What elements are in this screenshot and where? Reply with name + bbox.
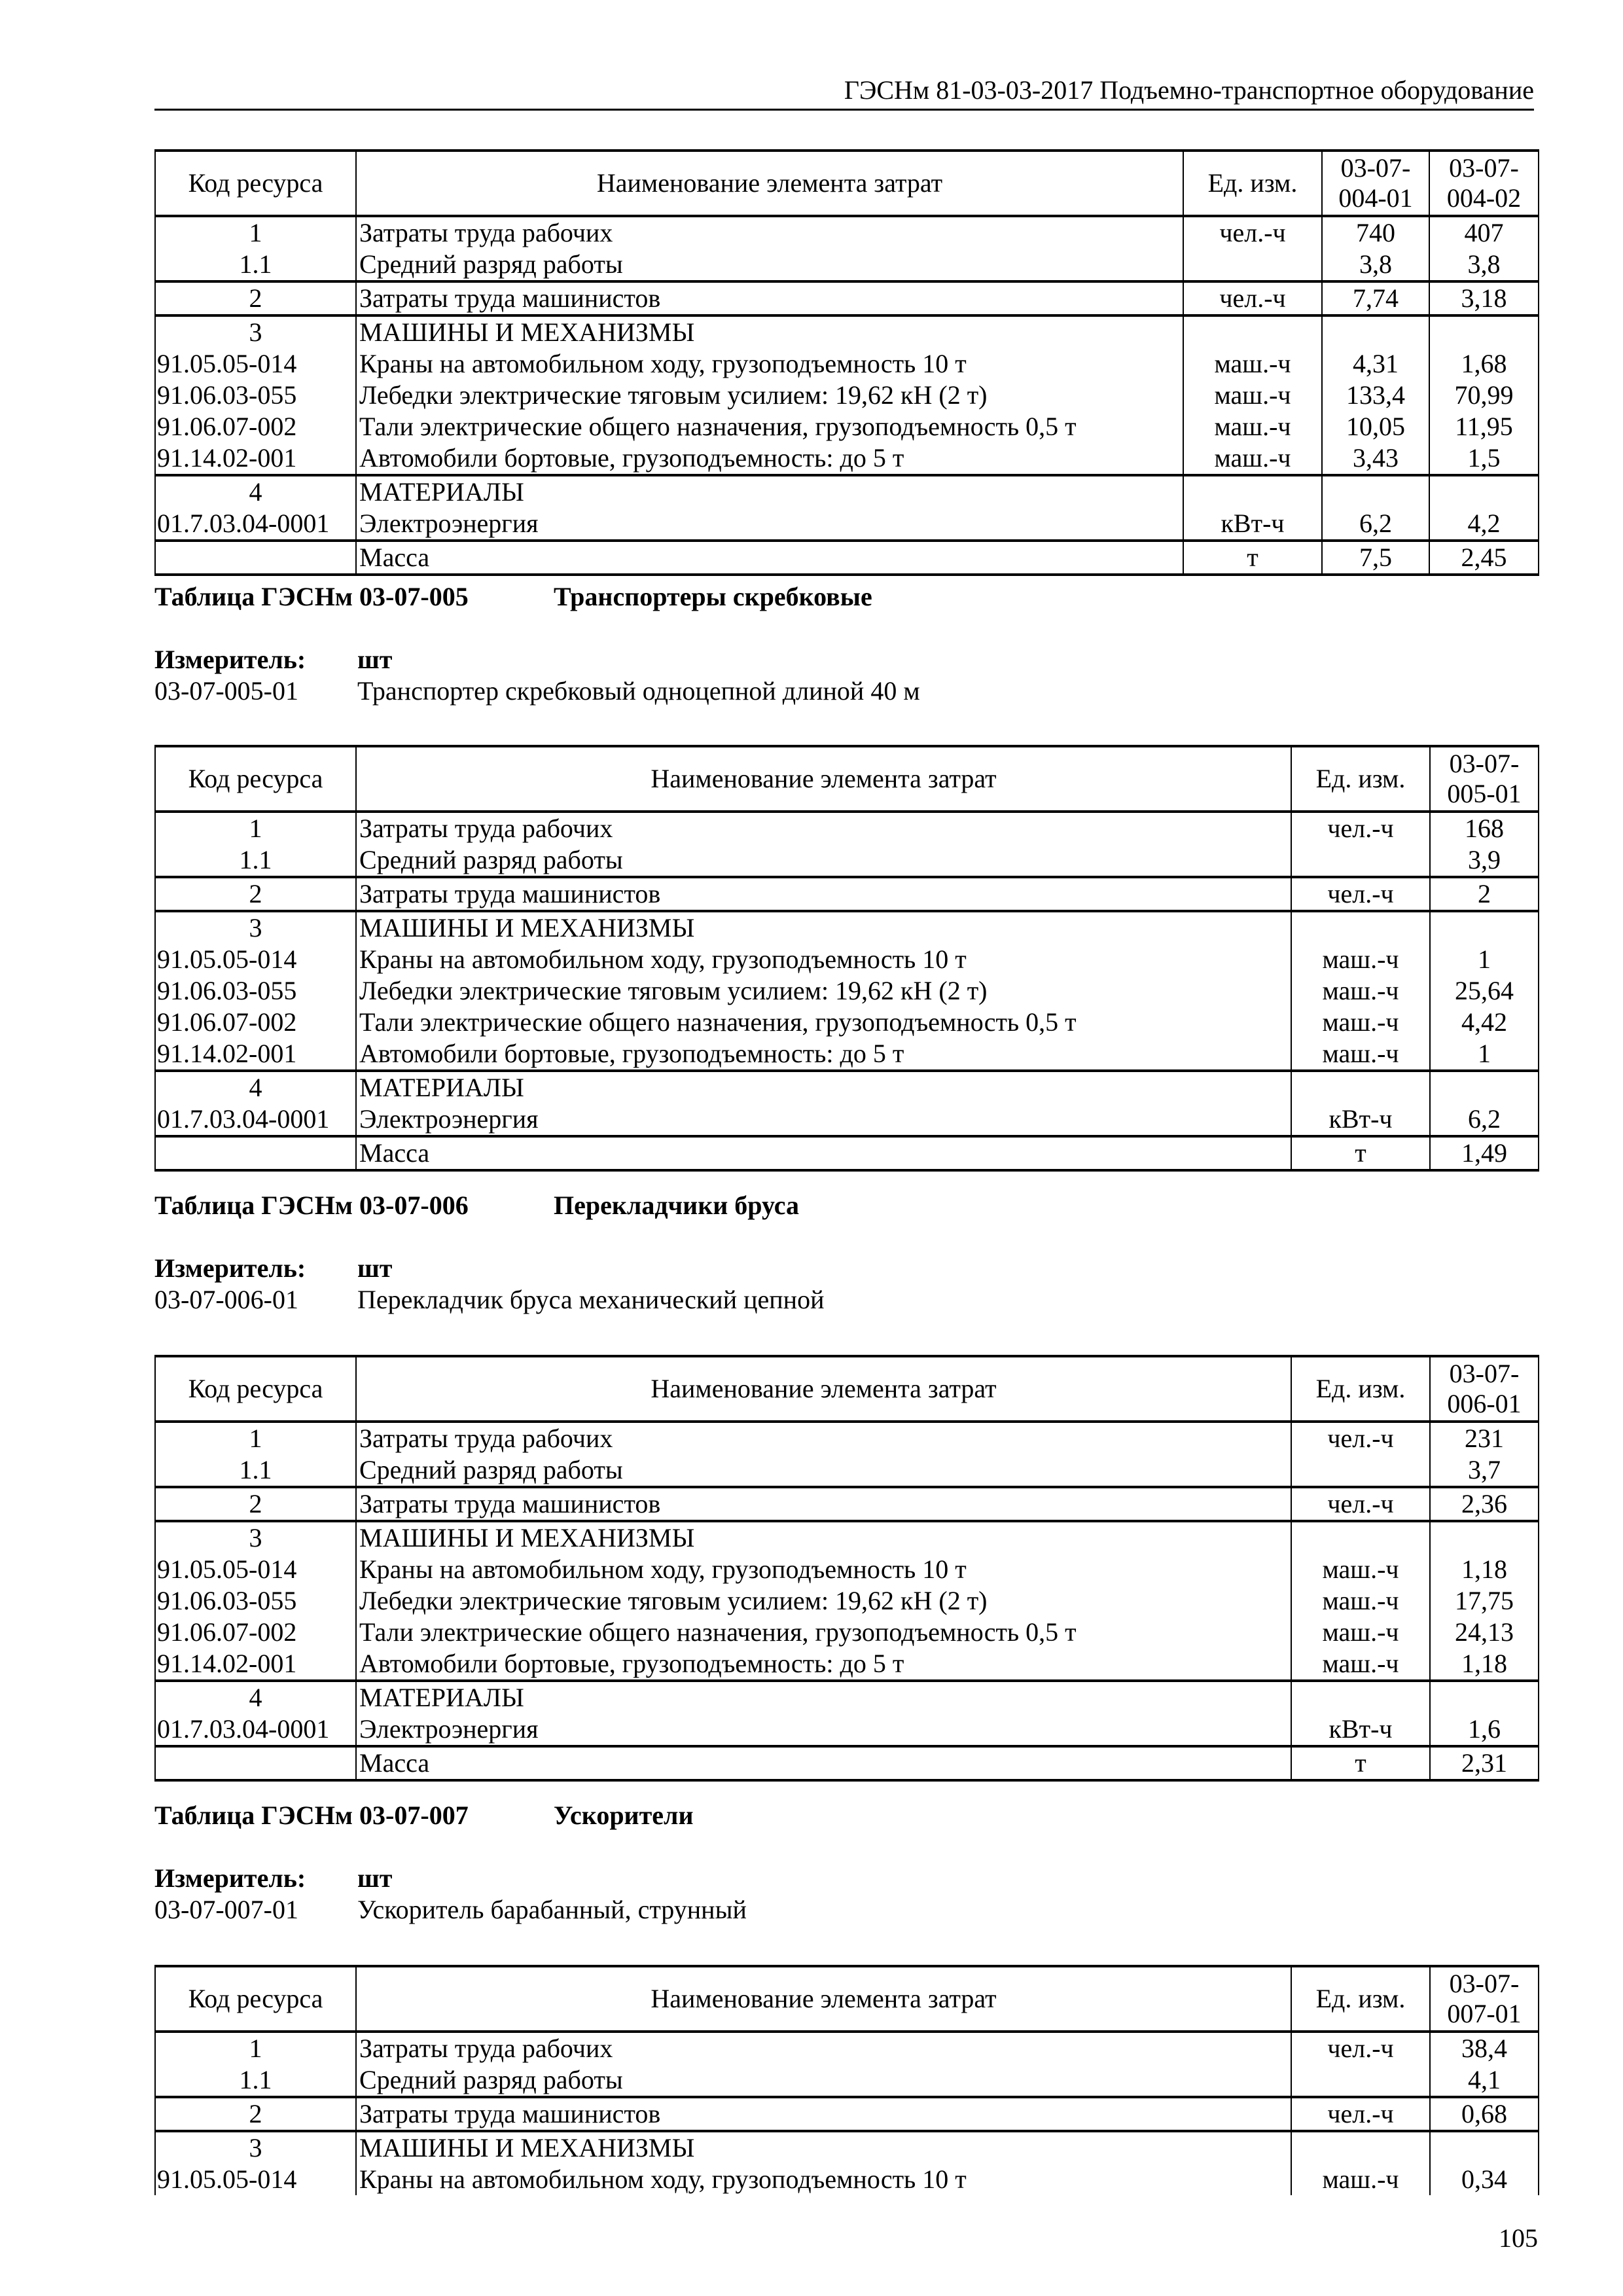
table-row xyxy=(155,1713,1539,1746)
resource-unit: т xyxy=(1291,1746,1430,1780)
table-row xyxy=(155,844,1539,877)
resource-name: МАТЕРИАЛЫ xyxy=(356,1681,1291,1713)
resource-code: 1.1 xyxy=(155,2064,356,2097)
norm-code-line: 005-01 xyxy=(1447,779,1522,808)
table-row xyxy=(155,975,1539,1007)
resource-value: 2,45 xyxy=(1429,541,1539,575)
resource-name: Электроэнергия xyxy=(356,1713,1291,1746)
norm-code-line: 006-01 xyxy=(1447,1389,1522,1418)
column-header-name: Наименование элемента затрат xyxy=(356,151,1183,216)
resource-unit: кВт-ч xyxy=(1183,508,1322,541)
resource-unit: кВт-ч xyxy=(1291,1103,1430,1136)
resource-name: Масса xyxy=(356,541,1183,575)
resource-value xyxy=(1430,1071,1539,1103)
resource-code: 1 xyxy=(155,1422,356,1454)
resource-value: 2,31 xyxy=(1430,1746,1539,1780)
table-row xyxy=(155,1454,1539,1487)
resource-unit: маш.-ч xyxy=(1291,2164,1430,2195)
resource-code: 01.7.03.04-0001 xyxy=(155,1103,356,1136)
resource-unit xyxy=(1183,475,1322,508)
resource-value xyxy=(1429,315,1539,348)
resource-unit: маш.-ч xyxy=(1291,1585,1430,1617)
resource-name: Автомобили бортовые, грузоподъемность: до 5 т xyxy=(356,1648,1291,1681)
resource-value: 11,95 xyxy=(1429,411,1539,442)
resource-group xyxy=(155,2097,1539,2131)
resource-table xyxy=(154,745,1539,1172)
table-row xyxy=(155,1554,1539,1585)
norm-code-line: 004-01 xyxy=(1338,183,1413,213)
resource-unit xyxy=(1291,1521,1430,1554)
resource-code: 4 xyxy=(155,1681,356,1713)
item-line xyxy=(154,1894,747,1926)
resource-value: 70,99 xyxy=(1429,380,1539,411)
table-row xyxy=(155,812,1539,844)
table-row xyxy=(155,281,1539,315)
resource-name: МАТЕРИАЛЫ xyxy=(356,475,1183,508)
resource-value: 0,34 xyxy=(1430,2164,1539,2195)
resource-name: Краны на автомобильном ходу, грузоподъемность 10 т xyxy=(356,348,1183,380)
resource-value xyxy=(1430,911,1539,944)
item-code: 03-07-005-01 xyxy=(154,676,298,706)
resource-unit: чел.-ч xyxy=(1291,2097,1430,2131)
resource-code: 1.1 xyxy=(155,844,356,877)
resource-value xyxy=(1430,1521,1539,1554)
resource-name: Тали электрические общего назначения, грузоподъемность 0,5 т xyxy=(356,411,1183,442)
resource-unit: маш.-ч xyxy=(1291,975,1430,1007)
column-header-code: Код ресурса xyxy=(155,1966,356,2032)
norm-table-03-07-005 xyxy=(154,745,1538,1172)
table-row xyxy=(155,1521,1539,1554)
resource-code: 4 xyxy=(155,1071,356,1103)
resource-code xyxy=(155,1136,356,1170)
resource-unit: маш.-ч xyxy=(1291,944,1430,975)
item-name: Ускоритель барабанный, струнный xyxy=(357,1895,747,1924)
table-title xyxy=(154,1190,799,1221)
resource-value: 6,2 xyxy=(1322,508,1429,541)
resource-name: МАШИНЫ И МЕХАНИЗМЫ xyxy=(356,315,1183,348)
resource-unit: маш.-ч xyxy=(1291,1038,1430,1071)
header-row xyxy=(155,1356,1539,1422)
resource-name: Электроэнергия xyxy=(356,1103,1291,1136)
resource-unit: маш.-ч xyxy=(1183,380,1322,411)
item-line xyxy=(154,675,920,707)
resource-code: 2 xyxy=(155,281,356,315)
resource-name: Лебедки электрические тяговым усилием: 19,62 кН (2 т) xyxy=(356,1585,1291,1617)
resource-code: 91.14.02-001 xyxy=(155,1648,356,1681)
resource-group xyxy=(155,1681,1539,1746)
resource-code: 91.14.02-001 xyxy=(155,442,356,475)
table-row xyxy=(155,1648,1539,1681)
resource-value: 0,68 xyxy=(1430,2097,1539,2131)
resource-value: 1,18 xyxy=(1430,1648,1539,1681)
table-title xyxy=(154,1800,694,1831)
resource-value: 231 xyxy=(1430,1422,1539,1454)
table-name: Транспортеры скребковые xyxy=(554,582,872,611)
meter-label: Измеритель: xyxy=(154,645,306,674)
resource-name: Средний разряд работы xyxy=(356,249,1183,281)
header-row xyxy=(155,746,1539,812)
table-row xyxy=(155,1487,1539,1521)
page-number: 105 xyxy=(1499,2223,1538,2253)
resource-group xyxy=(155,216,1539,281)
resource-code: 1 xyxy=(155,2032,356,2064)
resource-name: Масса xyxy=(356,1136,1291,1170)
resource-code: 2 xyxy=(155,1487,356,1521)
table-row xyxy=(155,1681,1539,1713)
meter-line xyxy=(154,1253,392,1284)
table-row xyxy=(155,380,1539,411)
resource-code: 3 xyxy=(155,911,356,944)
table-row xyxy=(155,877,1539,911)
resource-group xyxy=(155,2131,1539,2195)
resource-name: Затраты труда рабочих xyxy=(356,216,1183,249)
resource-name: Затраты труда машинистов xyxy=(356,877,1291,911)
resource-table xyxy=(154,1965,1539,2195)
column-header-name: Наименование элемента затрат xyxy=(356,746,1291,812)
norm-code-line: 03-07- xyxy=(1449,1359,1520,1388)
running-header: ГЭСНм 81-03-03-2017 Подъемно-транспортное оборудование xyxy=(154,73,1534,111)
item-line xyxy=(154,1284,825,1316)
resource-name: Средний разряд работы xyxy=(356,844,1291,877)
resource-code xyxy=(155,1746,356,1780)
resource-group xyxy=(155,911,1539,1071)
resource-name: Электроэнергия xyxy=(356,508,1183,541)
meter-unit: шт xyxy=(357,1863,393,1893)
resource-group xyxy=(155,1521,1539,1681)
meter-line xyxy=(154,644,392,675)
resource-value: 38,4 xyxy=(1430,2032,1539,2064)
meter-label: Измеритель: xyxy=(154,1863,306,1893)
resource-group xyxy=(155,1071,1539,1136)
table-row xyxy=(155,2032,1539,2064)
resource-code: 01.7.03.04-0001 xyxy=(155,508,356,541)
column-header-norm-code xyxy=(1430,1356,1539,1422)
table-number: Таблица ГЭСНм 03-07-007 xyxy=(154,1801,469,1830)
resource-code: 1.1 xyxy=(155,249,356,281)
resource-unit xyxy=(1291,911,1430,944)
column-header-code: Код ресурса xyxy=(155,151,356,216)
table-row xyxy=(155,1422,1539,1454)
resource-value: 3,8 xyxy=(1322,249,1429,281)
item-name: Перекладчик бруса механический цепной xyxy=(357,1285,825,1314)
resource-unit: чел.-ч xyxy=(1291,1422,1430,1454)
norm-code-line: 03-07- xyxy=(1449,1969,1520,1998)
table-row xyxy=(155,442,1539,475)
resource-name: Затраты труда рабочих xyxy=(356,1422,1291,1454)
resource-code: 2 xyxy=(155,877,356,911)
resource-name: Автомобили бортовые, грузоподъемность: до 5 т xyxy=(356,442,1183,475)
meter-unit: шт xyxy=(357,645,393,674)
resource-unit: маш.-ч xyxy=(1291,1007,1430,1038)
column-header-norm-code xyxy=(1430,1966,1539,2032)
resource-unit: чел.-ч xyxy=(1183,281,1322,315)
column-header-norm-code xyxy=(1429,151,1539,216)
resource-code: 91.05.05-014 xyxy=(155,1554,356,1585)
resource-code: 3 xyxy=(155,2131,356,2164)
resource-name: Лебедки электрические тяговым усилием: 19,62 кН (2 т) xyxy=(356,380,1183,411)
table-name: Перекладчики бруса xyxy=(554,1191,800,1220)
column-header-unit: Ед. изм. xyxy=(1291,1356,1430,1422)
column-header-norm-code xyxy=(1322,151,1429,216)
resource-unit: т xyxy=(1183,541,1322,575)
resource-value: 3,7 xyxy=(1430,1454,1539,1487)
table-row xyxy=(155,1136,1539,1170)
resource-code: 91.06.03-055 xyxy=(155,380,356,411)
resource-name: Средний разряд работы xyxy=(356,2064,1291,2097)
resource-value: 407 xyxy=(1429,216,1539,249)
resource-unit: кВт-ч xyxy=(1291,1713,1430,1746)
table-number: Таблица ГЭСНм 03-07-005 xyxy=(154,582,469,611)
resource-value: 168 xyxy=(1430,812,1539,844)
item-code: 03-07-006-01 xyxy=(154,1285,298,1314)
resource-name: Затраты труда машинистов xyxy=(356,281,1183,315)
resource-code: 91.05.05-014 xyxy=(155,2164,356,2195)
resource-name: МАШИНЫ И МЕХАНИЗМЫ xyxy=(356,911,1291,944)
resource-value: 2 xyxy=(1430,877,1539,911)
resource-value xyxy=(1322,475,1429,508)
resource-code: 91.14.02-001 xyxy=(155,1038,356,1071)
table-row xyxy=(155,315,1539,348)
norm-code-line: 004-02 xyxy=(1446,183,1522,213)
resource-group xyxy=(155,877,1539,911)
norm-code-line: 03-07- xyxy=(1340,153,1411,183)
resource-unit: чел.-ч xyxy=(1183,216,1322,249)
norm-code-line: 03-07- xyxy=(1449,749,1520,778)
column-header-unit: Ед. изм. xyxy=(1291,1966,1430,2032)
resource-unit: чел.-ч xyxy=(1291,2032,1430,2064)
resource-unit: маш.-ч xyxy=(1291,1648,1430,1681)
resource-group xyxy=(155,1487,1539,1521)
resource-name: Краны на автомобильном ходу, грузоподъемность 10 т xyxy=(356,2164,1291,2195)
resource-group xyxy=(155,2032,1539,2097)
resource-unit xyxy=(1291,1454,1430,1487)
resource-name: Краны на автомобильном ходу, грузоподъемность 10 т xyxy=(356,1554,1291,1585)
resource-name: Тали электрические общего назначения, грузоподъемность 0,5 т xyxy=(356,1007,1291,1038)
resource-code: 4 xyxy=(155,475,356,508)
resource-code: 1.1 xyxy=(155,1454,356,1487)
norm-code-line: 03-07- xyxy=(1449,153,1519,183)
resource-code: 1 xyxy=(155,812,356,844)
resource-value xyxy=(1322,315,1429,348)
resource-code: 91.06.03-055 xyxy=(155,975,356,1007)
resource-value: 740 xyxy=(1322,216,1429,249)
column-header-unit: Ед. изм. xyxy=(1291,746,1430,812)
meter-label: Измеритель: xyxy=(154,1253,306,1283)
table-title xyxy=(154,581,872,613)
resource-code: 1 xyxy=(155,216,356,249)
header-row xyxy=(155,1966,1539,2032)
resource-name: МАТЕРИАЛЫ xyxy=(356,1071,1291,1103)
resource-value: 3,43 xyxy=(1322,442,1429,475)
resource-value: 1,68 xyxy=(1429,348,1539,380)
column-header-code: Код ресурса xyxy=(155,746,356,812)
item-name: Транспортер скребковый одноцепной длиной 40 м xyxy=(357,676,920,706)
resource-name: Затраты труда машинистов xyxy=(356,2097,1291,2131)
resource-group xyxy=(155,1746,1539,1780)
meter-unit: шт xyxy=(357,1253,393,1283)
resource-value: 1,18 xyxy=(1430,1554,1539,1585)
resource-value: 1 xyxy=(1430,944,1539,975)
resource-unit: маш.-ч xyxy=(1291,1617,1430,1648)
table-number: Таблица ГЭСНм 03-07-006 xyxy=(154,1191,469,1220)
column-header-code: Код ресурса xyxy=(155,1356,356,1422)
table-row xyxy=(155,1746,1539,1780)
table-row xyxy=(155,1585,1539,1617)
resource-value: 7,5 xyxy=(1322,541,1429,575)
resource-value: 3,9 xyxy=(1430,844,1539,877)
resource-code: 3 xyxy=(155,315,356,348)
resource-name: Затраты труда рабочих xyxy=(356,812,1291,844)
table-row xyxy=(155,1617,1539,1648)
resource-name: Затраты труда рабочих xyxy=(356,2032,1291,2064)
resource-code: 91.06.03-055 xyxy=(155,1585,356,1617)
resource-name: МАШИНЫ И МЕХАНИЗМЫ xyxy=(356,2131,1291,2164)
resource-group xyxy=(155,541,1539,575)
resource-unit: чел.-ч xyxy=(1291,812,1430,844)
table-row xyxy=(155,2164,1539,2195)
resource-code: 91.05.05-014 xyxy=(155,348,356,380)
resource-unit xyxy=(1183,249,1322,281)
resource-value: 133,4 xyxy=(1322,380,1429,411)
resource-name: Тали электрические общего назначения, грузоподъемность 0,5 т xyxy=(356,1617,1291,1648)
table-row xyxy=(155,249,1539,281)
resource-value: 1,5 xyxy=(1429,442,1539,475)
resource-name: Краны на автомобильном ходу, грузоподъемность 10 т xyxy=(356,944,1291,975)
table-row xyxy=(155,216,1539,249)
norm-code-line: 007-01 xyxy=(1447,1999,1522,2028)
table-row xyxy=(155,541,1539,575)
table-row xyxy=(155,2097,1539,2131)
resource-code: 91.06.07-002 xyxy=(155,1007,356,1038)
table-row xyxy=(155,508,1539,541)
resource-code: 91.05.05-014 xyxy=(155,944,356,975)
resource-group xyxy=(155,315,1539,475)
resource-unit xyxy=(1291,844,1430,877)
resource-value: 24,13 xyxy=(1430,1617,1539,1648)
resource-value: 1 xyxy=(1430,1038,1539,1071)
norm-table-03-07-006 xyxy=(154,1355,1538,1782)
column-header-name: Наименование элемента затрат xyxy=(356,1356,1291,1422)
resource-value xyxy=(1430,1681,1539,1713)
resource-value: 10,05 xyxy=(1322,411,1429,442)
resource-group xyxy=(155,1136,1539,1170)
item-code: 03-07-007-01 xyxy=(154,1895,298,1924)
resource-value: 4,42 xyxy=(1430,1007,1539,1038)
resource-value: 4,31 xyxy=(1322,348,1429,380)
resource-table xyxy=(154,149,1539,576)
table-row xyxy=(155,1007,1539,1038)
norm-table-03-07-004 xyxy=(154,149,1538,576)
resource-code: 91.06.07-002 xyxy=(155,411,356,442)
resource-name: Средний разряд работы xyxy=(356,1454,1291,1487)
resource-value: 17,75 xyxy=(1430,1585,1539,1617)
resource-code: 01.7.03.04-0001 xyxy=(155,1713,356,1746)
resource-unit xyxy=(1291,2064,1430,2097)
table-row xyxy=(155,2064,1539,2097)
column-header-name: Наименование элемента затрат xyxy=(356,1966,1291,2032)
column-header-unit: Ед. изм. xyxy=(1183,151,1322,216)
resource-unit xyxy=(1291,2131,1430,2164)
header-row xyxy=(155,151,1539,216)
resource-value: 6,2 xyxy=(1430,1103,1539,1136)
table-row xyxy=(155,1103,1539,1136)
resource-table xyxy=(154,1355,1539,1782)
resource-name: Масса xyxy=(356,1746,1291,1780)
table-name: Ускорители xyxy=(554,1801,694,1830)
resource-value xyxy=(1429,475,1539,508)
resource-name: Автомобили бортовые, грузоподъемность: до 5 т xyxy=(356,1038,1291,1071)
resource-unit xyxy=(1291,1681,1430,1713)
table-row xyxy=(155,1071,1539,1103)
resource-unit: маш.-ч xyxy=(1183,442,1322,475)
resource-name: МАШИНЫ И МЕХАНИЗМЫ xyxy=(356,1521,1291,1554)
resource-unit: маш.-ч xyxy=(1183,348,1322,380)
table-row xyxy=(155,411,1539,442)
column-header-norm-code xyxy=(1430,746,1539,812)
resource-value: 7,74 xyxy=(1322,281,1429,315)
resource-code: 2 xyxy=(155,2097,356,2131)
resource-value: 1,49 xyxy=(1430,1136,1539,1170)
resource-value: 2,36 xyxy=(1430,1487,1539,1521)
resource-unit: маш.-ч xyxy=(1183,411,1322,442)
resource-value: 1,6 xyxy=(1430,1713,1539,1746)
resource-code xyxy=(155,541,356,575)
resource-group xyxy=(155,1422,1539,1487)
resource-group xyxy=(155,281,1539,315)
resource-unit: чел.-ч xyxy=(1291,877,1430,911)
table-row xyxy=(155,1038,1539,1071)
resource-value: 4,2 xyxy=(1429,508,1539,541)
resource-name: Затраты труда машинистов xyxy=(356,1487,1291,1521)
resource-value: 3,8 xyxy=(1429,249,1539,281)
resource-group xyxy=(155,475,1539,541)
resource-code: 3 xyxy=(155,1521,356,1554)
resource-unit: чел.-ч xyxy=(1291,1487,1430,1521)
table-row xyxy=(155,911,1539,944)
table-row xyxy=(155,944,1539,975)
table-row xyxy=(155,2131,1539,2164)
meter-line xyxy=(154,1863,392,1894)
resource-unit: маш.-ч xyxy=(1291,1554,1430,1585)
table-row xyxy=(155,348,1539,380)
resource-value: 3,18 xyxy=(1429,281,1539,315)
resource-value: 4,1 xyxy=(1430,2064,1539,2097)
resource-code: 91.06.07-002 xyxy=(155,1617,356,1648)
resource-unit: т xyxy=(1291,1136,1430,1170)
resource-value: 25,64 xyxy=(1430,975,1539,1007)
resource-unit xyxy=(1291,1071,1430,1103)
table-row xyxy=(155,475,1539,508)
resource-name: Лебедки электрические тяговым усилием: 19,62 кН (2 т) xyxy=(356,975,1291,1007)
resource-group xyxy=(155,812,1539,877)
norm-table-03-07-007 xyxy=(154,1965,1538,2195)
resource-value xyxy=(1430,2131,1539,2164)
resource-unit xyxy=(1183,315,1322,348)
